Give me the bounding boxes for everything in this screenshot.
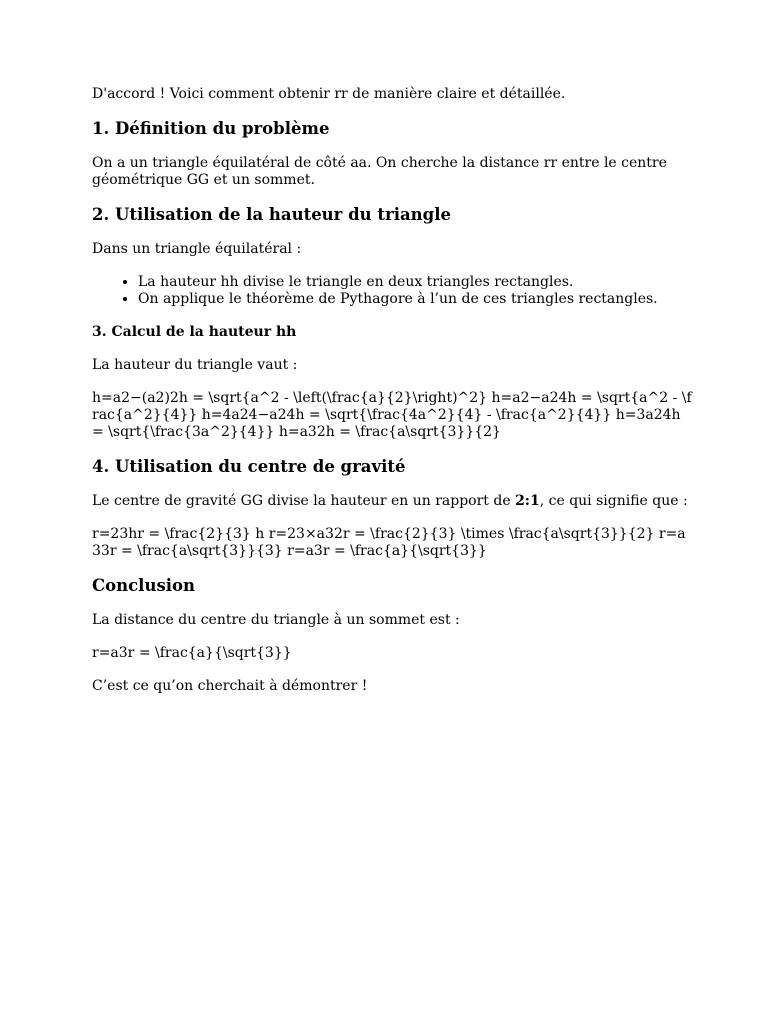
section-4-math: r=23hr = \frac{2}{3} h r=23×a32r = \frac{2}{3} \times \frac{a\sqrt{3}}{2} r=a33r = \frac{a\sqrt{3}}{3} r=a3r = \frac{a}{\sqrt{3}} <box>92 526 686 559</box>
conclusion-text: La distance du centre du triangle à un sommet est : <box>92 612 460 628</box>
conclusion-math: r=a3r = \frac{a}{\sqrt{3}} <box>92 645 292 661</box>
section-2-bullet-list <box>92 274 692 308</box>
section-3-heading: 3. Calcul de la hauteur hh <box>92 324 297 340</box>
section-2-text: Dans un triangle équilatéral : <box>92 241 302 257</box>
section-4-text-before: Le centre de gravité GG divise la hauteur en un rapport de <box>92 493 516 509</box>
section-3-math: h=a2−(a2)2h = \sqrt{a^2 - \left(\frac{a}{2}\right)^2} h=a2−a24h = \sqrt{a^2 - \frac{a^2}{4}} h=4a24−a24h = \sqrt{\frac{4a^2}{4} - \frac{a^2}{4}} h=3a24h = \sqrt{\frac{3a^2}{4}} h=a32h = \frac{a\sqrt{3}}{2} <box>92 390 692 440</box>
section-4-text-after: , ce qui signifie que : <box>539 493 688 509</box>
section-1-text: On a un triangle équilatéral de côté aa. On cherche la distance rr entre le centre géométrique GG et un sommet. <box>92 155 667 188</box>
list-item: • On applique le théorème de Pythagore à l’un de ces triangles rectangles. <box>138 291 692 308</box>
list-item: • La hauteur hh divise le triangle en deux triangles rectangles. <box>138 274 692 291</box>
section-4-text <box>92 493 692 510</box>
section-3-text: La hauteur du triangle vaut : <box>92 357 298 373</box>
conclusion-heading: Conclusion <box>92 576 196 595</box>
intro-text: D'accord ! Voici comment obtenir rr de manière claire et détaillée. <box>92 86 566 102</box>
document-content <box>92 86 692 711</box>
closing-text: C’est ce qu’on cherchait à démontrer ! <box>92 678 368 694</box>
section-4-heading: 4. Utilisation du centre de gravité <box>92 457 406 476</box>
section-1-heading: 1. Définition du problème <box>92 119 330 138</box>
section-2-heading: 2. Utilisation de la hauteur du triangle <box>92 205 451 224</box>
ratio-bold: 2:1 <box>515 493 540 509</box>
